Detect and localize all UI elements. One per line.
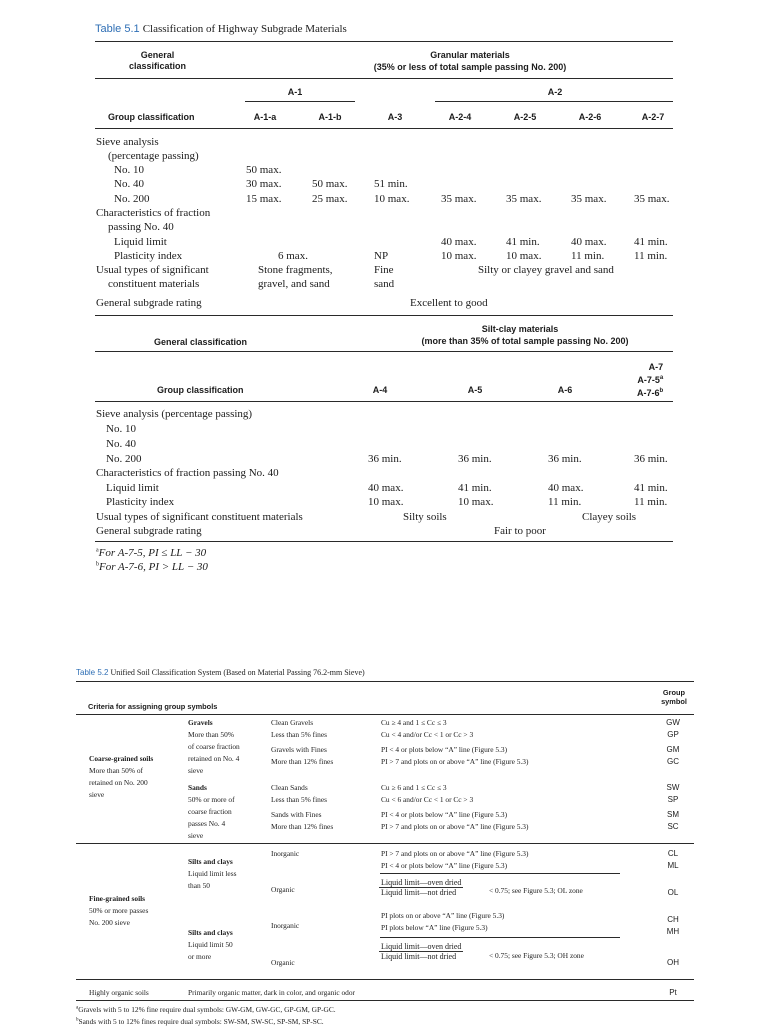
table-title-text: Unified Soil Classification System (Based on Material Passing 76.2-mm Sieve) <box>110 668 365 677</box>
ol-fraction <box>379 878 463 897</box>
silts-clays-low: Silts and clays <box>188 857 233 866</box>
granular-subtitle: (35% or less of total sample passing No. 200) <box>373 62 567 72</box>
fine-desc: No. 200 sieve <box>89 918 130 927</box>
criteria-sc: PI > 7 and plots on or above “A” line (Figure 5.3) <box>381 822 529 831</box>
criteria-sw: Cu ≥ 6 and 1 ≤ Cc ≤ 3 <box>381 783 447 792</box>
group-a1b: A-1-b <box>318 112 342 122</box>
gravels-with-fines: More than 12% fines <box>271 757 334 766</box>
divider <box>435 101 673 102</box>
symbol-mh: MH <box>666 927 680 936</box>
highly-organic-label: Highly organic soils <box>89 988 149 997</box>
cell-value: 36 min. <box>458 453 492 465</box>
gravels-desc: retained on No. 4 <box>188 754 240 763</box>
symbol-gp: GP <box>667 730 679 739</box>
row-label: Liquid limit <box>114 236 167 248</box>
cell-value: 41 min. <box>634 482 668 494</box>
symbol-gc: GC <box>667 757 679 766</box>
sands-with-fines: Sands with Fines <box>271 810 322 819</box>
cell-value: Silty soils <box>403 511 447 523</box>
row-label: Plasticity index <box>114 250 183 262</box>
row-label: (percentage passing) <box>108 150 199 162</box>
criteria-header: Criteria for assigning group symbols <box>88 702 218 711</box>
header-line: Group <box>662 688 686 697</box>
cell-value: Clayey soils <box>582 511 637 523</box>
silts-clays-high-desc: or more <box>188 952 212 961</box>
cell-value: gravel, and sand <box>258 278 330 290</box>
cell-value: 10 max. <box>441 250 477 262</box>
cell-value: Fine <box>374 264 394 276</box>
row-label: Sieve analysis (percentage passing) <box>96 408 253 420</box>
criteria-gc: PI > 7 and plots on or above “A” line (Figure 5.3) <box>381 757 529 766</box>
cell-value: 10 max. <box>458 496 494 508</box>
sands-desc: 50% or more of <box>188 795 235 804</box>
criteria-oh: < 0.75; see Figure 5.3; OH zone <box>489 951 584 960</box>
divider <box>76 979 694 980</box>
table-5-1-title <box>95 23 347 35</box>
fraction-numerator: Liquid limit—oven dried <box>381 878 462 887</box>
gravels-label: Gravels <box>188 718 213 727</box>
row-label: General subgrade rating <box>96 525 202 537</box>
cell-value: Stone fragments, <box>258 264 333 276</box>
group-a1a: A-1-a <box>253 112 277 122</box>
row-label: No. 10 <box>114 164 144 176</box>
divider <box>95 78 673 79</box>
organic-label: Organic <box>271 958 295 967</box>
group-a1-header: A-1 <box>287 87 303 97</box>
cell-value: 11 min. <box>571 250 605 262</box>
silt-clay-subtitle: (more than 35% of total sample passing No. 200) <box>421 336 629 346</box>
cell-value: Excellent to good <box>410 297 488 309</box>
coarse-desc: sieve <box>89 790 105 799</box>
granular-title: Granular materials <box>430 50 510 60</box>
row-label: General subgrade rating <box>96 297 202 309</box>
cell-value: 51 min. <box>374 178 408 190</box>
symbol-ml: ML <box>667 861 679 870</box>
cell-value: 35 max. <box>571 193 607 205</box>
row-label: Usual types of significant constituent materials <box>96 511 303 523</box>
cell-value: 11 min. <box>548 496 582 508</box>
cell-value: 15 max. <box>246 193 282 205</box>
silts-clays-high-desc: Liquid limit 50 <box>188 940 233 949</box>
divider <box>95 541 673 542</box>
group-a25: A-2-5 <box>513 112 537 122</box>
cell-value: 11 min. <box>634 250 668 262</box>
group-classification-2: Group classification <box>157 385 244 395</box>
divider <box>95 315 673 316</box>
group-a5: A-5 <box>467 385 483 395</box>
cell-value: 40 max. <box>441 236 477 248</box>
cell-value: 25 max. <box>312 193 348 205</box>
cell-value: 36 min. <box>634 453 668 465</box>
highly-organic-desc: Primarily organic matter, dark in color, and organic odor <box>188 988 356 997</box>
cell-value: 36 min. <box>548 453 582 465</box>
divider <box>76 714 694 715</box>
cell-value: 50 max. <box>312 178 348 190</box>
row-label: constituent materials <box>108 278 200 290</box>
divider <box>380 937 620 938</box>
divider <box>380 873 620 874</box>
clean-gravels: Less than 5% fines <box>271 730 328 739</box>
silt-clay-title: Silt-clay materials <box>481 324 559 334</box>
sands-desc: sieve <box>188 831 204 840</box>
divider <box>76 843 694 844</box>
cell-value: 35 max. <box>506 193 542 205</box>
group-classification-label: Group classification <box>108 112 195 122</box>
cell-value: 41 min. <box>506 236 540 248</box>
symbol-oh: OH <box>667 958 679 967</box>
cell-value: 50 max. <box>246 164 282 176</box>
symbol-gm: GM <box>666 745 680 754</box>
symbol-sc: SC <box>667 822 679 831</box>
symbol-cl: CL <box>667 849 679 858</box>
gravels-desc: More than 50% <box>188 730 234 739</box>
clean-gravels: Clean Gravels <box>271 718 314 727</box>
cell-value: 6 max. <box>278 250 308 262</box>
cell-value: 10 max. <box>506 250 542 262</box>
row-label: Plasticity index <box>106 496 175 508</box>
group-a7-5: A-7-5 <box>637 375 660 385</box>
divider <box>95 351 673 352</box>
symbol-ch: CH <box>667 915 679 924</box>
cell-value: sand <box>374 278 395 290</box>
cell-value: 35 max. <box>441 193 477 205</box>
clean-sands: Less than 5% fines <box>271 795 328 804</box>
cell-value: 40 max. <box>571 236 607 248</box>
criteria-gm: PI < 4 or plots below “A” line (Figure 5.3) <box>381 745 508 754</box>
inorganic-label: Inorganic <box>271 849 300 858</box>
cell-value: 40 max. <box>368 482 404 494</box>
symbol-sp: SP <box>667 795 679 804</box>
group-a6: A-6 <box>557 385 573 395</box>
row-label: passing No. 40 <box>108 221 174 233</box>
footnote-marker: a <box>659 375 664 381</box>
fraction-denominator: Liquid limit—not dried <box>381 888 457 897</box>
sands-with-fines: More than 12% fines <box>271 822 334 831</box>
divider <box>76 1000 694 1001</box>
divider <box>95 401 673 402</box>
divider <box>245 101 355 102</box>
gravels-with-fines: Gravels with Fines <box>271 745 327 754</box>
fine-label: Fine-grained soils <box>89 894 146 903</box>
inorganic-label: Inorganic <box>271 921 300 930</box>
footnote-a: Gravels with 5 to 12% fine require dual symbols: GW-GM, GW-GC, GP-GM, GP-GC. <box>78 1005 336 1014</box>
group-a2-header: A-2 <box>547 87 563 97</box>
criteria-cl: PI > 7 and plots on or above “A” line (Figure 5.3) <box>381 849 529 858</box>
footnote-b-row <box>76 1017 324 1026</box>
header-line: symbol <box>661 697 687 706</box>
organic-label: Organic <box>271 885 295 894</box>
cell-value: 40 max. <box>548 482 584 494</box>
cell-value: 41 min. <box>458 482 492 494</box>
table-label: Table 5.1 <box>95 23 140 35</box>
group-a3: A-3 <box>387 112 403 122</box>
divider <box>76 681 694 682</box>
footnote-marker: b <box>659 388 664 394</box>
group-a7-line: A-7 <box>648 362 664 372</box>
row-label: Liquid limit <box>106 482 159 494</box>
coarse-desc: More than 50% of <box>89 766 143 775</box>
general-classification-header: General classification <box>128 50 187 71</box>
symbol-ol: OL <box>667 888 679 897</box>
fine-desc: 50% or more passes <box>89 906 149 915</box>
sands-desc: coarse fraction <box>188 807 232 816</box>
footnote-a-row <box>76 1005 336 1014</box>
coarse-label: Coarse-grained soils <box>89 754 154 763</box>
criteria-ch: PI plots on or above “A” line (Figure 5.3) <box>381 911 505 920</box>
footnote-marker: b <box>76 1017 79 1023</box>
cell-value: 10 max. <box>374 193 410 205</box>
cell-value: 35 max. <box>634 193 670 205</box>
general-classification-2: General classification <box>154 337 248 347</box>
group-a4: A-4 <box>372 385 388 395</box>
footnote-marker: b <box>96 561 99 568</box>
footnote-marker: a <box>96 547 99 554</box>
row-label: Characteristics of fraction <box>96 207 211 219</box>
silts-clays-high: Silts and clays <box>188 928 233 937</box>
sands-label: Sands <box>188 783 207 792</box>
criteria-ol: < 0.75; see Figure 5.3; OL zone <box>489 886 583 895</box>
footnote-b: For A-7-6, PI > LL − 30 <box>99 561 208 573</box>
criteria-gp: Cu < 4 and/or Cc < 1 or Cc > 3 <box>381 730 474 739</box>
cell-value: 36 min. <box>368 453 402 465</box>
row-label: Usual types of significant <box>96 264 209 276</box>
sands-desc: passes No. 4 <box>188 819 226 828</box>
symbol-pt: Pt <box>669 988 677 997</box>
group-a24: A-2-4 <box>448 112 472 122</box>
divider <box>95 128 673 129</box>
gravels-desc: of coarse fraction <box>188 742 240 751</box>
criteria-sp: Cu < 6 and/or Cc < 1 or Cc > 3 <box>381 795 474 804</box>
coarse-desc: retained on No. 200 <box>89 778 148 787</box>
criteria-ml: PI < 4 or plots below “A” line (Figure 5.3) <box>381 861 508 870</box>
row-label: No. 10 <box>106 423 136 435</box>
table-title-text: Classification of Highway Subgrade Materials <box>142 23 347 35</box>
cell-value: NP <box>374 250 389 262</box>
symbol-sm: SM <box>667 810 679 819</box>
divider <box>95 41 673 42</box>
fraction-denominator: Liquid limit—not dried <box>381 952 457 961</box>
fraction-numerator: Liquid limit—oven dried <box>381 942 462 951</box>
silts-clays-low-desc: than 50 <box>188 881 210 890</box>
gravels-desc: sieve <box>188 766 204 775</box>
symbol-gw: GW <box>666 718 680 727</box>
criteria-gw: Cu ≥ 4 and 1 ≤ Cc ≤ 3 <box>381 718 447 727</box>
group-a26: A-2-6 <box>578 112 602 122</box>
cell-value: Silty or clayey gravel and sand <box>478 264 614 276</box>
footnote-marker: a <box>76 1005 79 1011</box>
group-a7-6: A-7-6 <box>637 388 660 398</box>
cell-value: 41 min. <box>634 236 668 248</box>
cell-value: 10 max. <box>368 496 404 508</box>
footnote-b: Sands with 5 to 12% fines require dual symbols: SW-SM, SW-SC, SP-SM, SP-SC. <box>78 1017 324 1026</box>
clean-sands: Clean Sands <box>271 783 308 792</box>
row-label: Sieve analysis <box>96 136 159 148</box>
criteria-sm: PI < 4 or plots below “A” line (Figure 5.3) <box>381 810 508 819</box>
row-label: No. 200 <box>114 193 150 205</box>
table-5-2-title <box>76 668 365 677</box>
group-a7 <box>637 362 663 399</box>
row-label: Characteristics of fraction passing No. 40 <box>96 467 279 479</box>
silts-clays-low-desc: Liquid limit less <box>188 869 237 878</box>
row-label: No. 40 <box>114 178 144 190</box>
symbol-sw: SW <box>666 783 680 792</box>
cell-value: 30 max. <box>246 178 282 190</box>
group-a27: A-2-7 <box>641 112 665 122</box>
row-label: No. 40 <box>106 438 136 450</box>
criteria-mh: PI plots below “A” line (Figure 5.3) <box>381 923 488 932</box>
footnote-a: For A-7-5, PI ≤ LL − 30 <box>98 547 207 559</box>
group-symbol-header <box>656 688 692 706</box>
oh-fraction <box>379 942 463 961</box>
row-label: No. 200 <box>106 453 142 465</box>
cell-value: Fair to poor <box>494 525 546 537</box>
table-label: Table 5.2 <box>76 668 109 677</box>
cell-value: 11 min. <box>634 496 668 508</box>
